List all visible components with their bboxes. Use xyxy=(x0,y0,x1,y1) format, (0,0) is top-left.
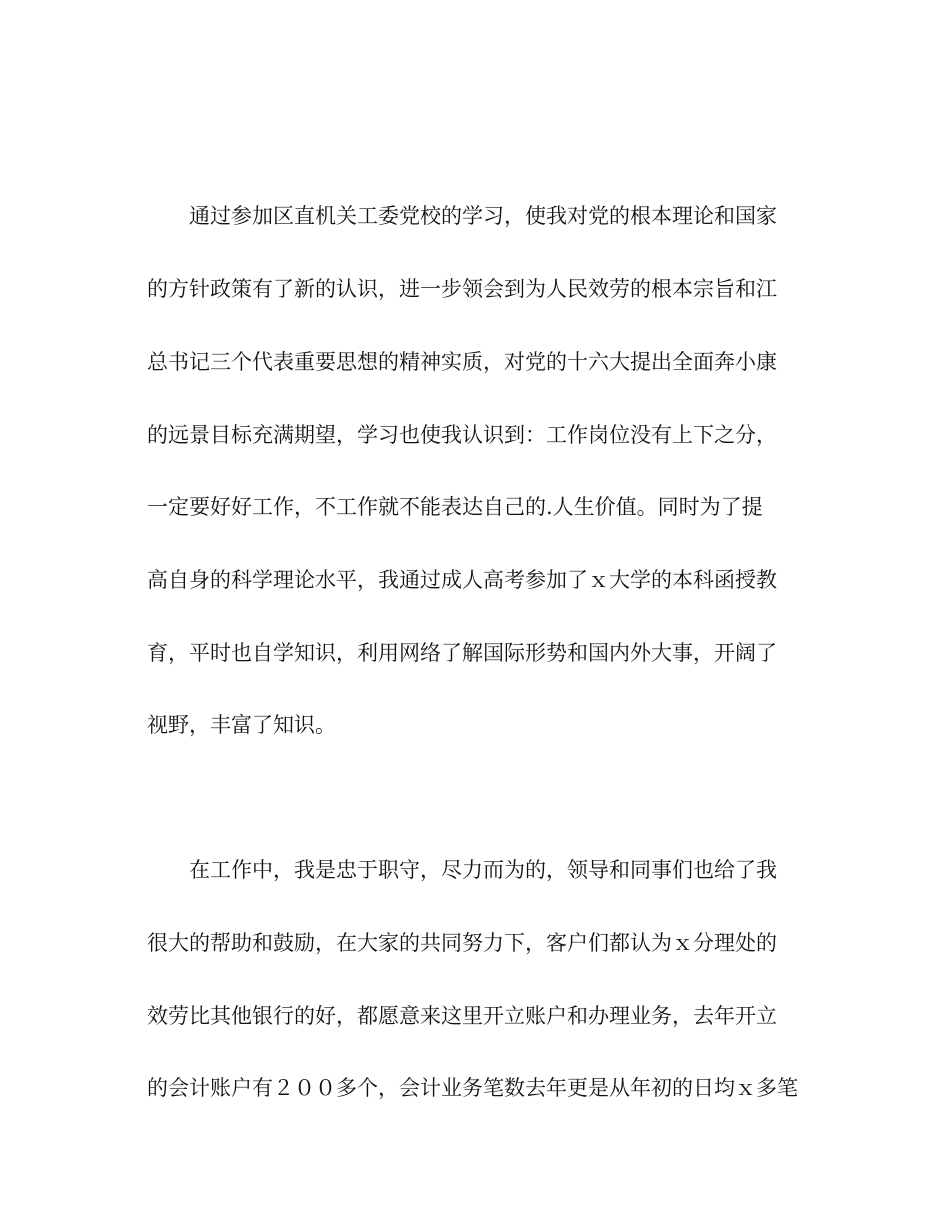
text-line: 很大的帮助和鼓励，在大家的共同努力下，客户们都认为ｘ分理处的 xyxy=(147,931,777,955)
text-line: 高自身的科学理论水平，我通过成人高考参加了ｘ大学的本科函授教 xyxy=(147,568,777,592)
text-line: 育，平时也自学知识，利用网络了解国际形势和国内外大事，开阔了 xyxy=(147,641,777,665)
text-line: 通过参加区直机关工委党校的学习，使我对党的根本理论和国家 xyxy=(189,204,777,228)
text-line: 一定要好好工作，不工作就不能表达自己的.人生价值。同时为了提 xyxy=(147,495,763,519)
text-line: 视野，丰富了知识。 xyxy=(147,713,336,737)
text-line: 的方针政策有了新的认识，进一步领会到为人民效劳的根本宗旨和江 xyxy=(147,277,777,301)
text-line: 效劳比其他银行的好，都愿意来这里开立账户和办理业务，去年开立 xyxy=(147,1004,777,1028)
text-line: 的会计账户有２００多个，会计业务笔数去年更是从年初的日均ｘ多笔 xyxy=(147,1076,798,1100)
text-line: 在工作中，我是忠于职守，尽力而为的，领导和同事们也给了我 xyxy=(189,858,777,882)
text-line: 的远景目标充满期望，学习也使我认识到：工作岗位没有上下之分， xyxy=(147,423,777,447)
text-line: 总书记三个代表重要思想的精神实质，对党的十六大提出全面奔小康 xyxy=(147,350,777,374)
